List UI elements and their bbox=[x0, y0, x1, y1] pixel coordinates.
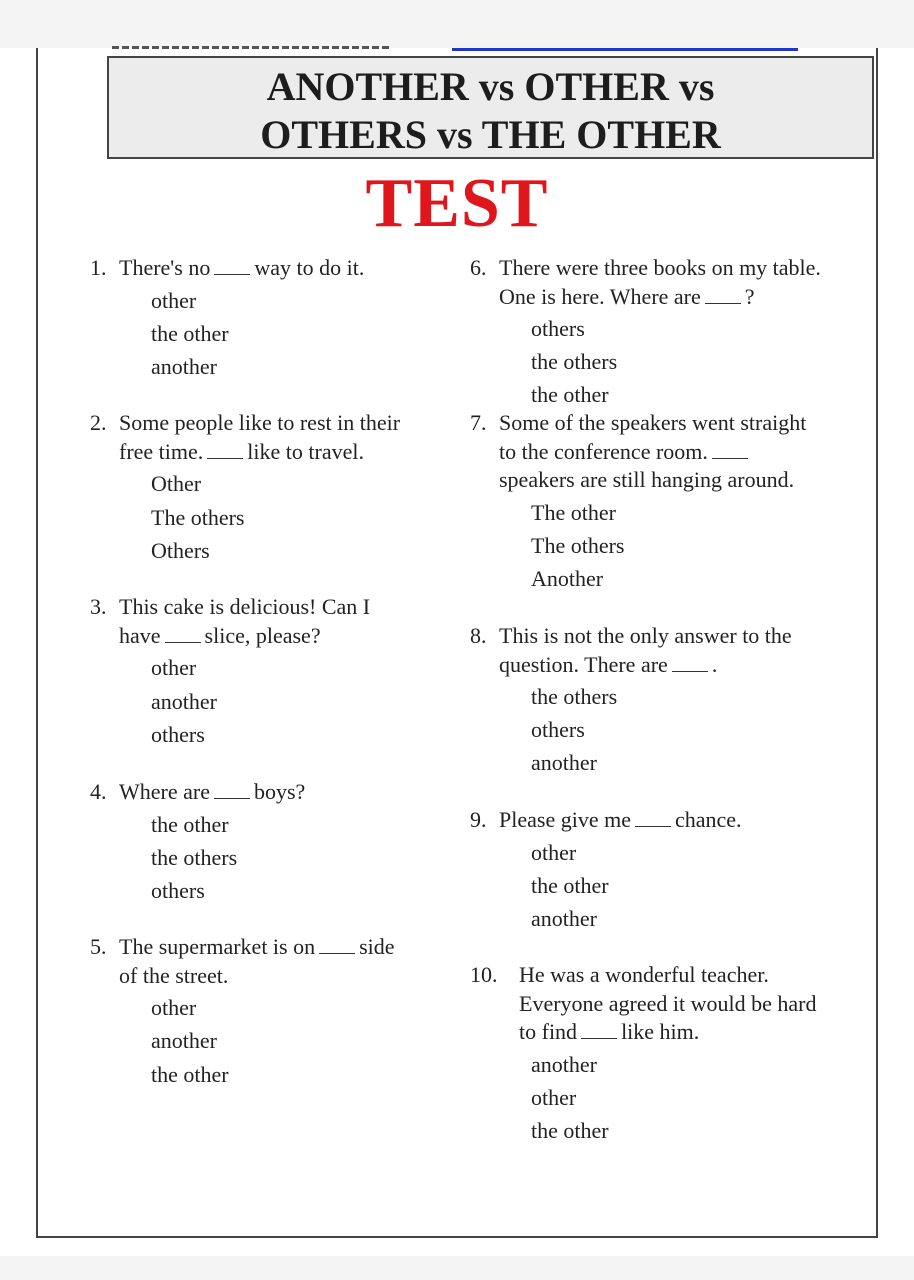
answer-option[interactable]: the other bbox=[531, 382, 609, 407]
question-text-line bbox=[519, 961, 769, 989]
question-text: way to do it. bbox=[254, 255, 365, 280]
question-text-line bbox=[119, 593, 370, 621]
question-text-line bbox=[499, 283, 755, 311]
question-text: side bbox=[359, 934, 395, 959]
title-line-1: ANOTHER vs OTHER vs bbox=[266, 64, 715, 109]
question-text: This is not the only answer to the bbox=[499, 623, 792, 648]
answer-option[interactable]: other bbox=[151, 655, 197, 680]
question-text-line bbox=[119, 962, 228, 990]
answer-option[interactable]: Other bbox=[151, 471, 202, 496]
question-text: There's no bbox=[119, 255, 211, 280]
question-text: . bbox=[711, 651, 718, 677]
question-text-line bbox=[499, 466, 794, 494]
question-text: speakers are still hanging around. bbox=[499, 467, 795, 492]
question-number: 4. bbox=[90, 779, 107, 804]
answer-option[interactable]: Another bbox=[531, 566, 604, 591]
question-text: This cake is delicious! Can I bbox=[119, 594, 371, 619]
question-text: There were three books on my table. bbox=[499, 255, 821, 280]
answer-option[interactable]: The others bbox=[531, 533, 625, 558]
answer-option[interactable]: other bbox=[531, 840, 577, 865]
question-text-line bbox=[119, 409, 400, 437]
answer-option[interactable]: the other bbox=[531, 873, 609, 898]
answer-blank bbox=[207, 457, 243, 459]
question-text-line bbox=[499, 651, 717, 679]
question-number: 8. bbox=[470, 623, 487, 648]
answer-option[interactable]: the others bbox=[531, 684, 618, 709]
answer-option[interactable]: another bbox=[531, 750, 597, 775]
answer-option[interactable]: others bbox=[531, 717, 585, 742]
question-number: 9. bbox=[470, 807, 487, 832]
answer-option[interactable]: others bbox=[531, 316, 585, 341]
question-text: Please give me bbox=[499, 807, 631, 832]
answer-option[interactable]: Others bbox=[151, 538, 210, 563]
question-text: He was a wonderful teacher. bbox=[519, 962, 769, 987]
question-text-line bbox=[499, 254, 821, 282]
question-text: question. There are bbox=[499, 651, 668, 677]
answer-option[interactable]: another bbox=[151, 1028, 217, 1053]
answer-blank bbox=[712, 457, 748, 459]
answer-option[interactable]: others bbox=[151, 878, 205, 903]
question-text: The supermarket is on bbox=[119, 934, 316, 959]
question-text: slice, please? bbox=[204, 622, 321, 648]
question-text: free time. bbox=[119, 438, 204, 464]
question-text: like him. bbox=[621, 1019, 700, 1044]
question-text-line bbox=[119, 933, 395, 961]
question-text-line bbox=[499, 438, 752, 466]
question-number: 6. bbox=[470, 255, 487, 280]
question-text: One is here. Where are bbox=[499, 283, 701, 309]
question-text: Where are bbox=[119, 779, 210, 804]
question-text: Some people like to rest in their bbox=[119, 410, 401, 435]
question-number: 3. bbox=[90, 594, 107, 619]
question-text-line bbox=[519, 1018, 699, 1046]
question-number: 2. bbox=[90, 410, 107, 435]
question-text-line bbox=[499, 622, 792, 650]
question-text: of the street. bbox=[119, 962, 229, 988]
answer-option[interactable]: other bbox=[151, 288, 197, 313]
answer-blank bbox=[214, 797, 250, 799]
answer-blank bbox=[581, 1037, 617, 1039]
answer-option[interactable]: others bbox=[151, 722, 205, 747]
question-text: like to travel. bbox=[247, 438, 364, 464]
question-text: to the conference room. bbox=[499, 438, 708, 464]
answer-option[interactable]: another bbox=[531, 1052, 597, 1077]
answer-option[interactable]: another bbox=[151, 354, 217, 379]
answer-option[interactable]: The others bbox=[151, 505, 245, 530]
question-text-line bbox=[519, 990, 817, 1018]
question-text: Some of the speakers went straight bbox=[499, 410, 807, 435]
answer-blank bbox=[319, 952, 355, 954]
answer-option[interactable]: the other bbox=[151, 1062, 229, 1087]
answer-option[interactable]: the others bbox=[531, 349, 618, 374]
answer-option[interactable]: another bbox=[531, 906, 597, 931]
question-number: 7. bbox=[470, 410, 487, 435]
answer-option[interactable]: the other bbox=[151, 812, 229, 837]
question-text-line bbox=[119, 622, 321, 650]
answer-blank bbox=[705, 302, 741, 304]
answer-option[interactable]: the other bbox=[531, 1118, 609, 1143]
title-line-2: OTHERS vs THE OTHER bbox=[260, 112, 721, 157]
answer-option[interactable]: another bbox=[151, 689, 217, 714]
answer-blank bbox=[635, 825, 671, 827]
question-text: Everyone agreed it would be hard bbox=[519, 990, 817, 1016]
title-box bbox=[107, 56, 874, 159]
answer-blank bbox=[214, 273, 250, 275]
answer-option[interactable]: other bbox=[531, 1085, 577, 1110]
question-text-line bbox=[119, 778, 305, 806]
answer-blank bbox=[672, 670, 708, 672]
question-text: to find bbox=[519, 1019, 578, 1044]
question-text: have bbox=[119, 622, 161, 648]
answer-option[interactable]: other bbox=[151, 995, 197, 1020]
answer-option[interactable]: The other bbox=[531, 500, 616, 525]
answer-option[interactable]: the others bbox=[151, 845, 238, 870]
answer-blank bbox=[165, 641, 201, 643]
test-heading: TEST bbox=[365, 165, 549, 242]
answer-option[interactable]: the other bbox=[151, 321, 229, 346]
question-text: chance. bbox=[674, 807, 742, 832]
question-text: boys? bbox=[253, 779, 306, 804]
question-text-line bbox=[499, 806, 742, 834]
question-text-line bbox=[499, 409, 806, 437]
question-text-line bbox=[119, 438, 364, 466]
question-text-line bbox=[119, 254, 364, 282]
question-number: 5. bbox=[90, 934, 107, 959]
question-text: ? bbox=[744, 283, 755, 309]
question-number: 1. bbox=[90, 255, 107, 280]
question-number: 10. bbox=[470, 962, 498, 987]
